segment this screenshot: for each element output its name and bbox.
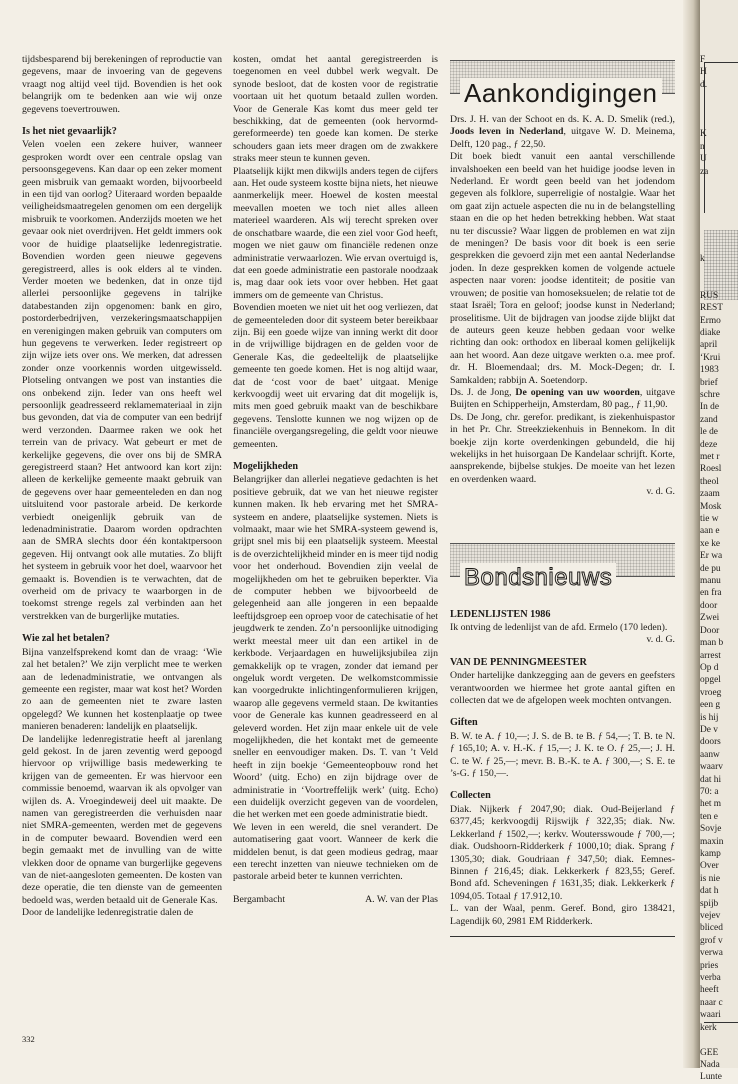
- adjacent-page-line: opgel: [700, 675, 721, 686]
- adjacent-page-line: tie w: [700, 514, 719, 525]
- adjacent-page-line: spijb: [700, 898, 719, 909]
- adjacent-page-line: vroeg: [700, 687, 722, 698]
- signature-place: Bergambacht: [233, 893, 286, 905]
- signature-author: A. W. van der Plas: [365, 893, 438, 905]
- penningmeester-text: Onder hartelijke dankzegging aan de gevers en geefsters verantwoorden we hiermee het grote aantal giften en collecten dat we de afgelopen week mochten ontvangen.: [450, 670, 675, 707]
- adjacent-page-line: H: [700, 67, 707, 78]
- adjacent-page-line: door: [700, 600, 718, 611]
- adjacent-page-line: xe ke: [700, 538, 721, 549]
- adjacent-page-line: kamp: [700, 849, 721, 859]
- article-signature: [233, 894, 438, 906]
- adjacent-page-line: n: [700, 141, 705, 152]
- heading-collecten: Collecten: [450, 790, 491, 802]
- adjacent-page-line: schre: [700, 389, 720, 400]
- adjacent-page-line: waari: [700, 1010, 721, 1021]
- adjacent-page-line: ‘Krui: [700, 352, 721, 363]
- adjacent-page-line: vejev: [700, 911, 721, 922]
- col2-paragraph-2: Plaatselijk kijkt men dikwijls anders tegen de cijfers aan. Het oude systeem kostte bijna niets, het nieuwe aanmerkelijk meer. Hoewel de kosten meestal meevallen moeten we toch niet alles alleen materieel waarderen. Als wij terecht spreken over de onschatbare waarde, die een ziel voor God heeft, mogen we niet gauw om financiële redenen onze administratie verwaarlozen. Wie ervan overtuigd is, dat een goede administratie een pastorale noodzaak is, mag daar ook iets voor over hebben. Het gaat immers om de gemeente van Christus.: [233, 165, 438, 301]
- penningmeester-address: L. van der Waal, penm. Geref. Bond, giro 138421, Lagendijk 60, 2981 EM Ridderkerk.: [450, 903, 675, 927]
- section-title-bondsnieuws: Bondsnieuws: [460, 563, 616, 593]
- adjacent-page-line: bliced: [700, 923, 723, 934]
- adjacent-page-line: diake: [700, 327, 721, 338]
- adjacent-page-line: heeft: [700, 985, 719, 996]
- heading-penningmeester: VAN DE PENNINGMEESTER: [450, 656, 587, 668]
- announcement-signature: v. d. G.: [646, 486, 675, 498]
- adjacent-page-line: Nada: [700, 1059, 720, 1070]
- adjacent-page-line: zaam: [700, 489, 720, 500]
- adjacent-page-line: Er wa: [700, 551, 723, 562]
- adjacent-page-line: dat h: [700, 886, 719, 897]
- adjacent-page-line: Ermo: [700, 315, 721, 326]
- collecten-list: Diak. Nijkerk ƒ 2047,90; diak. Oud-Beijerland ƒ 6377,45; kerkvoogdij Rijswijk ƒ 322,35; diak. Nw. Lekkerland ƒ 1502,—; kerkv. Woutersswoude ƒ 700,—; diak. Oudshoorn-Ridderkerk ƒ 1000,10; diak. Sprang ƒ 1305,30; diak. Goudriaan ƒ 347,50; diak. Eemnes-Binnen ƒ 216,45; diak. Lekkerkerk ƒ 823,55; Geref. Bond afd. Scheveningen ƒ 1631,35; diak. Lekkerkerk ƒ 1094,05. Totaal ƒ 17.912,10.: [450, 803, 675, 902]
- adjacent-page-line: aanw: [700, 749, 720, 760]
- book-gutter: [683, 0, 700, 1068]
- adjacent-page-line: F: [700, 55, 706, 65]
- adjacent-page-line: d.: [700, 79, 708, 90]
- col1-paragraph-4: Door de landelijke ledenregistratie dalen de: [22, 907, 194, 919]
- adjacent-page-text: [700, 54, 738, 1084]
- heading-ledenlijsten: LEDENLIJSTEN 1986: [450, 608, 551, 620]
- adjacent-page-line: [700, 116, 738, 128]
- announcement-1-citation: [450, 114, 675, 151]
- adjacent-page-line: verwa: [700, 948, 723, 959]
- page-number: 332: [22, 1034, 35, 1044]
- adjacent-page-line: Over: [700, 861, 719, 872]
- adjacent-page-line: kerk: [700, 1022, 717, 1033]
- announcement-1-authors: Drs. J. H. van der Schoot en ds. K. A. D. Smelik (red.),: [450, 114, 675, 125]
- col1-paragraph-1: Velen voelen een zekere huiver, wanneer gesproken wordt over een centrale opslag van persoonsgegevens. Kan daar op een zeker moment geen misbruik van gemaakt worden, bijvoorbeeld in een tijd van oorlog? Uiteraard worden bepaalde veiligheidsmaatregelen genomen om een dergelijk misbruik te voorkomen. Anderzijds moeten we het gevaar ook niet overdrijven. Het geldt immers ook voor de huidige plaatselijke ledenregistratie. Bovendien worden geen nieuwe gegevens geregistreerd, alles is ook elders al te vinden. Verder moeten we bedenken, dat in onze tijd allerlei persoonlijke gegevens in talrijke databestanden zijn opgenomen: bank en giro, postorderbedrijven, verzekeringsmaatschappijen en verenigingen maken gebruik van computers om hun gegevens te verwerken. Ieder registreert op zijn wijze iets over ons. We merken, dat adressen zonder onze voorkennis worden uitgewisseld. Plotseling ontvangen we post van instanties die ons onbekend zijn. Ieder van ons heeft wel persoonlijk geadresseerd reklamemateriaal in zijn bus gevonden, dat via de computer van een bedrijf werd verzonden. Daarmee raken we ook het terrein van de privacy. Wat gebeurt er met de kerkelijke gegevens, die over ons bij de SMRA geregistreerd staan? Het antwoord kan kort zijn: alleen de kerkelijke gemeente maakt gebruik van de gegevens over haar gemeenteleden en dan nog uitsluitend voor pastorale arbeid. De kerkorde verbiedt oneigenlijk gebruik van de ledenadministratie. Daarom worden opdrachten aan de SMRA slechts door één kontaktpersoon gegeven. Hij ontvangt ook alle mutaties. Zo blijft het systeem in gebruik voor het doel, waarvoor het gemaakt is. Bovendien is te verwachten, dat de overheid om de privacy te waarborgen in de toekomst strenge regels zal verbinden aan het verstrekken van de burgerlijke mutaties.: [22, 139, 222, 622]
- announcement-2-citation: [450, 387, 675, 412]
- adjacent-page-line: [700, 1034, 738, 1046]
- heading-mogelijkheden: Mogelijkheden: [233, 461, 299, 472]
- announcement-2-publisher: , uitgave Buijten en Schipperheijn, Amsterdam, 80 pag., ƒ 11,90.: [450, 386, 676, 411]
- announcement-2-text: Ds. De Jong, chr. gerefor. predikant, is ziekenhuispastor in het Pr. Chr. Streekziekenhuis in Bennekom. In dit boekje zijn korte overdenkingen gebundeld, die hij wekelijks in het huisorgaan De Kandelaar schrijft. Korte, aansprekende, bijbelse stukjes. De moeite van het lezen en overdenken waard.: [450, 411, 675, 485]
- column-2: [233, 54, 438, 906]
- col2-paragraph-5: We leven in een wereld, die snel verandert. De automatisering gaat voort. Wanneer de kerk die middelen benut, is dat geen modieus gedrag, maar een terecht inzetten van nieuwe technieken om de pastorale arbeid beter te kunnen verrichten.: [233, 821, 438, 883]
- heading-is-het-niet-gevaarlijk: Is het niet gevaarlijk?: [22, 126, 117, 138]
- adjacent-page-line: Op d: [700, 662, 719, 673]
- announcement-1-publisher: , uitgave W. D. Meinema, Delft, 120 pag., ƒ 22,50.: [450, 126, 676, 150]
- adjacent-page-line: naar c: [700, 997, 723, 1008]
- adjacent-page-line: is nie: [700, 873, 721, 884]
- adjacent-page-line: 70: a: [700, 786, 719, 797]
- adjacent-page-line: dat hi: [700, 774, 722, 785]
- col1-paragraph-2: Bijna vanzelfsprekend komt dan de vraag: ‘Wie zal het betalen?’ We zijn verplicht mee te werken aan de ledenadministratie, we ontvangen als gemeente een register, maar wat kost het? Worden zo aan de gemeenten niet te zware lasten opgelegd? We kunnen het kostenplaatje op twee manieren benaderen: landelijk en plaatselijk.: [22, 646, 222, 733]
- adjacent-page-line: [700, 203, 738, 215]
- adjacent-page-line: Lunte: [700, 1072, 722, 1083]
- adjacent-page-line: K: [700, 129, 707, 140]
- adjacent-page-line: ten e: [700, 811, 718, 822]
- section-title-aankondigingen: Aankondigingen: [460, 78, 662, 108]
- adjacent-page-line: arrest: [700, 650, 721, 661]
- announcement-1-text: Dit boek biedt vanuit een aantal verschillende invalshoeken een beeld van het huidige joodse leven in Nederland. Er wordt geen beeld van het jodendom gegeven als folklore, superreligie of nostalgie. Waar het om gaat zijn actuele aspecten die nu in de belangstelling staan en die op het heden betrekking hebben. Wat staat nu ter discussie? Waar liggen de problemen en wat zijn de meningen? De basis voor dit boek is een serie gesprekken die gevoerd zijn met een aantal Nederlandse joden. In deze gesprekken komen de volgende actuele aspecten naar voren: joodse identiteit; de positie van vrouwen; de positie van homoseksuelen; de relatie tot de staat Israël; Tora en geloof; joodse kunst in Nederland; proselitisme. Uit de bijdragen van joodse zijde blijkt dat de auteurs geen keuze hebben gedaan voor welke richting dan ook: orthodox en liberaal komen gelijkelijk aan het woord. Aan deze uitgave werkten o.a. mee prof. dr. H. Bloemendaal; drs. M. Mock-Degen; dr. I. Samkalden; rabbijn A. Soetendorp.: [450, 151, 675, 386]
- adjacent-page-line: grof v: [700, 935, 723, 946]
- adjacent-page-line: de pu: [700, 563, 721, 574]
- adjacent-page-line: 1983: [700, 365, 719, 376]
- announcement-2-author: Ds. J. de Jong,: [450, 386, 516, 398]
- adjacent-page-line: zand: [700, 414, 718, 425]
- adjacent-page-line: Door: [700, 625, 720, 636]
- adjacent-page-line: In de: [700, 402, 720, 413]
- adjacent-page-line: [700, 277, 738, 289]
- column-3: [450, 54, 675, 937]
- adjacent-page-line: [700, 104, 738, 116]
- ledenlijsten-signature: v. d. G.: [646, 634, 675, 646]
- adjacent-page-line: [700, 265, 738, 277]
- adjacent-page-line: waarv: [700, 762, 723, 773]
- ledenlijsten-text: Ik ontving de ledenlijst van de afd. Ermelo (170 leden).: [450, 622, 668, 633]
- adjacent-page-line: RUS: [700, 290, 719, 301]
- col2-paragraph-4: Belangrijker dan allerlei negatieve gedachten is het positieve gebruik, dat we van het nieuwe register kunnen maken. Ik heb ervaring met het SMRA-systeem en andere, plaatselijke systemen. Niets is volmaakt, maar wie het SMRA-systeem gewend is, grijpt snel mis bij een plaatselijk systeem. Meestal is de overzichtelijkheid minder en is meer tijd nodig voor het onderhoud. Bovendien zijn veelal de mogelijkheden om het te gebruiken beperkter. Via de computer hebben we bijvoorbeeld de gelegenheid aan alle jongeren in een bepaalde leeftijdsgroep een oproep voor de catechisatie of het jeugdwerk te zenden. Zo’n persoonlijke uitnodiging werkt meestal meer uit dan een artikel in de kerkbode. Verjaardagen en huwelijksjubilea zijn gemakkelijk op te vragen, zonder dat iemand per ongeluk wordt vergeten. De welkomstcommissie kan voorgedrukte inlichtingenformulieren krijgen, waarop alle gegevens vermeld staan. De kwitanties voor de Generale kas kunnen geadresseerd en al geleverd worden. Het zijn maar enkele uit de vele mogelijkheden, die het kontakt met de gemeente sneller en eenvoudiger maken. Ds. T. van ’t Veld heeft in zijn boekje ‘Gemeenteopbouw rond het Woord’ (uitg. Echo) en zijn bijdrage over de administratie in ‘Voortreffelijk werk’ (uitg. Echo) een duidelijk overzicht gegeven van de voordelen, die het werken met een goede administratie biedt.: [233, 474, 438, 821]
- adjacent-page-line: verba: [700, 973, 721, 984]
- adjacent-page-line: Zwei: [700, 613, 720, 624]
- col1-paragraph-3: De landelijke ledenregistratie heeft al jarenlang geld gekost. In de jaren zeventig werd gepoogd hiervoor op vrijwillige basis medewerking te krijgen van de gemeenten. Er was hiervoor een commissie benoemd, waarvan ik als opvolger van wijlen ds. A. Vroegindeweij deel uit maakte. De namen van geregistreerden die verhuisden naar niet SMRA-gemeenten, werden met de gegevens in de computer bewaard. Bovendien werd een begin gemaakt met de invulling van de witte vlekken door de opname van burgerlijke gegevens van de niet-aangesloten gemeenten. De kosten van deze operatie, die ten dienste van de gemeenten bedoeld was, werden betaald uit de Generale Kas.: [22, 733, 222, 906]
- adjacent-page-line: april: [700, 340, 718, 351]
- heading-giften: Giften: [450, 717, 478, 729]
- adjacent-page-line: man b: [700, 638, 724, 649]
- adjacent-page-line: aan e: [700, 526, 720, 537]
- col2-paragraph-3: Bovendien moeten we niet uit het oog verliezen, dat de gemeenteleden door dit systeem beter bereikbaar zijn. Bij een goede wijze van inning werkt dit door in de vrijwillige bijdragen en de gelden voor de Generale Kas, die gedeeltelijk de plaatselijke gemeente ten goede komen. Het is nog altijd waar, dat de ‘cost voor de baet’ uitgaat. Menige kerkvoogdij weet uit ervaring dat dit mogelijk is, mits men goed gebruik maakt van de beschikbare gegevens. Tenslotte kunnen we nog wijzen op de financiële overgangsregeling, die geldt voor nieuwe gemeenten.: [233, 302, 438, 450]
- adjacent-page-line: en fra: [700, 588, 722, 599]
- adjacent-page-line: Roesl: [700, 464, 722, 475]
- adjacent-page-line: GEE: [700, 1047, 719, 1058]
- adjacent-page-line: met r: [700, 452, 720, 462]
- column-1: [22, 54, 222, 920]
- giften-list: B. W. te A. ƒ 10,—; J. S. de B. te B. ƒ 54,—; T. B. te N. ƒ 165,10; A. v. H.-K. ƒ 15,—; J. K. te O. ƒ 25,—; J. H. C. te W. ƒ 25,—; mevr. B. B.-K. te A. ƒ 300,—; S. E. te ’s-G. ƒ 150,—.: [450, 730, 675, 780]
- adjacent-page-line: manu: [700, 576, 721, 587]
- adjacent-page-line: theol: [700, 476, 719, 487]
- adjacent-page-line: is hij: [700, 712, 719, 723]
- adjacent-page-line: za: [700, 166, 709, 177]
- adjacent-page-line: k: [700, 253, 705, 264]
- adjacent-page-line: [700, 240, 738, 252]
- adjacent-page-line: [700, 91, 738, 103]
- adjacent-page-line: [700, 190, 738, 202]
- col2-paragraph-1: kosten, omdat het aantal geregistreerden is toegenomen en veel dubbel werk wegvalt. De synode besloot, dat de kosten voor de registratie voortaan uit het quotum betaald zullen worden. Voor de Generale Kas komt dus meer geld ter beschikking, dat de gemeenten (ook hervormd-gereformeerde) ten goede kan komen. De sterke schouders gaan iets meer dragen om de zwakkere straks meer steun te kunnen geven.: [233, 54, 438, 165]
- announcement-1-book-title: Joods leven in Nederland: [450, 126, 564, 138]
- announcement-2-book-title: De opening van uw woorden: [515, 386, 640, 398]
- adjacent-page-line: een g: [700, 700, 721, 711]
- heading-wie-zal-het-betalen: Wie zal het betalen?: [22, 633, 110, 645]
- adjacent-page-line: deze: [700, 439, 718, 450]
- adjacent-page-line: [700, 178, 738, 190]
- adjacent-page-line: het m: [700, 799, 722, 810]
- adjacent-page-line: brief: [700, 377, 718, 388]
- adjacent-page-line: U: [700, 154, 707, 165]
- adjacent-page-line: Sovje: [700, 824, 722, 835]
- column-3-bottom-rule: [450, 936, 675, 937]
- col1-intro: tijdsbesparend bij berekeningen of reproductie van gegevens, maar de invoering van de gegevens vraagt nog altijd veel tijd. Bovendien is het ook belangrijk om te bedenken aan wie wij onze gegevens toevertrouwen.: [22, 54, 222, 115]
- adjacent-page-line: pries: [700, 960, 719, 971]
- adjacent-page-line: De v: [700, 724, 718, 735]
- adjacent-page-line: doors: [700, 737, 721, 748]
- adjacent-page-line: [700, 228, 738, 240]
- adjacent-page-line: [700, 215, 738, 227]
- adjacent-page-line: REST: [700, 303, 723, 314]
- adjacent-page-line: Mosk: [700, 501, 722, 512]
- adjacent-page-line: le de: [700, 427, 718, 438]
- adjacent-page-line: maxin: [700, 836, 724, 847]
